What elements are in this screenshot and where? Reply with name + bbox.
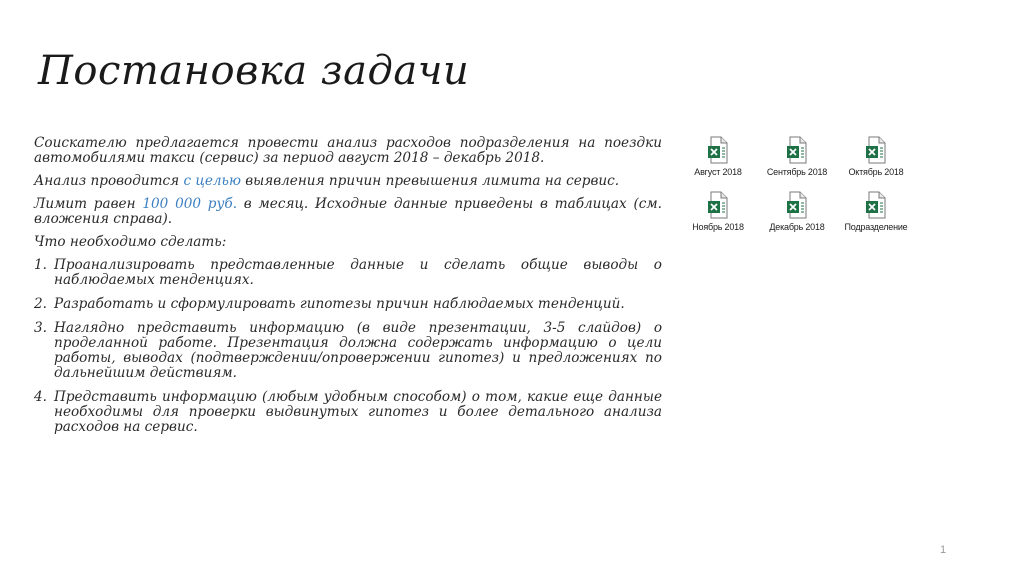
attachment-december-2018[interactable]: [759, 191, 835, 232]
task-list-item: [34, 258, 662, 288]
task-number: 2.: [34, 296, 47, 312]
task-list: [34, 258, 662, 435]
task-text: Наглядно представить информацию (в виде презентации, 3-5 слайдов) о проделанной работе. Презентация должна содержать информацию о цели работы, выводах (подтверждении/опровержении гипотез) и предложениях по дальнейшим действиям.: [54, 320, 662, 381]
file-label: Ноябрь 2018: [692, 222, 744, 232]
slide-title: Постановка задачи: [38, 48, 470, 94]
excel-file-icon: [786, 136, 808, 164]
attachment-october-2018[interactable]: [838, 136, 914, 177]
task-text: Разработать и сформулировать гипотезы причин наблюдаемых тенденций.: [54, 296, 625, 312]
task-number: 3.: [34, 320, 47, 336]
limit-paragraph: [34, 197, 662, 227]
task-description: [34, 136, 662, 444]
task-list-item: [34, 321, 662, 381]
page-number: 1: [940, 544, 947, 556]
todo-heading: Что необходимо сделать:: [34, 234, 227, 250]
goal-text-start: Анализ проводится: [34, 173, 184, 189]
goal-text-end: выявления причин превышения лимита на сервис.: [240, 173, 620, 189]
file-label: Сентябрь 2018: [766, 167, 828, 177]
file-label: Август 2018: [694, 167, 742, 177]
file-label: Подразделение: [844, 222, 908, 232]
attachment-november-2018[interactable]: [680, 191, 756, 232]
limit-text-end: в месяц. Исходные данные приведены в таблицах (см. вложения справа).: [34, 196, 662, 227]
task-list-item: [34, 390, 662, 435]
attachment-september-2018[interactable]: [759, 136, 835, 177]
limit-text-start: Лимит равен: [34, 196, 143, 212]
excel-file-icon: [865, 136, 887, 164]
task-list-item: [34, 297, 662, 312]
goal-paragraph: [34, 174, 662, 189]
excel-file-icon: [707, 191, 729, 219]
file-label: Октябрь 2018: [848, 167, 904, 177]
excel-file-icon: [786, 191, 808, 219]
task-number: 4.: [34, 389, 47, 405]
attachment-august-2018[interactable]: [680, 136, 756, 177]
task-text: Представить информацию (любым удобным способом) о том, какие еще данные необходимы для проверки выдвинутых гипотез и более детального анализа расходов на сервис.: [54, 389, 662, 435]
file-label: Декабрь 2018: [769, 222, 825, 232]
excel-file-icon: [865, 191, 887, 219]
limit-accent: 100 000 руб.: [142, 196, 238, 212]
task-number: 1.: [34, 257, 47, 273]
attached-files: [680, 136, 914, 232]
goal-accent: с целью: [183, 173, 241, 189]
attachment-department[interactable]: [838, 191, 914, 232]
excel-file-icon: [707, 136, 729, 164]
intro-paragraph: Соискателю предлагается провести анализ расходов подразделения на поездки автомобилями такси (сервис) за период август 2018 – декабрь 2018.: [34, 135, 662, 166]
task-text: Проанализировать представленные данные и сделать общие выводы о наблюдаемых тенденциях.: [54, 257, 662, 288]
